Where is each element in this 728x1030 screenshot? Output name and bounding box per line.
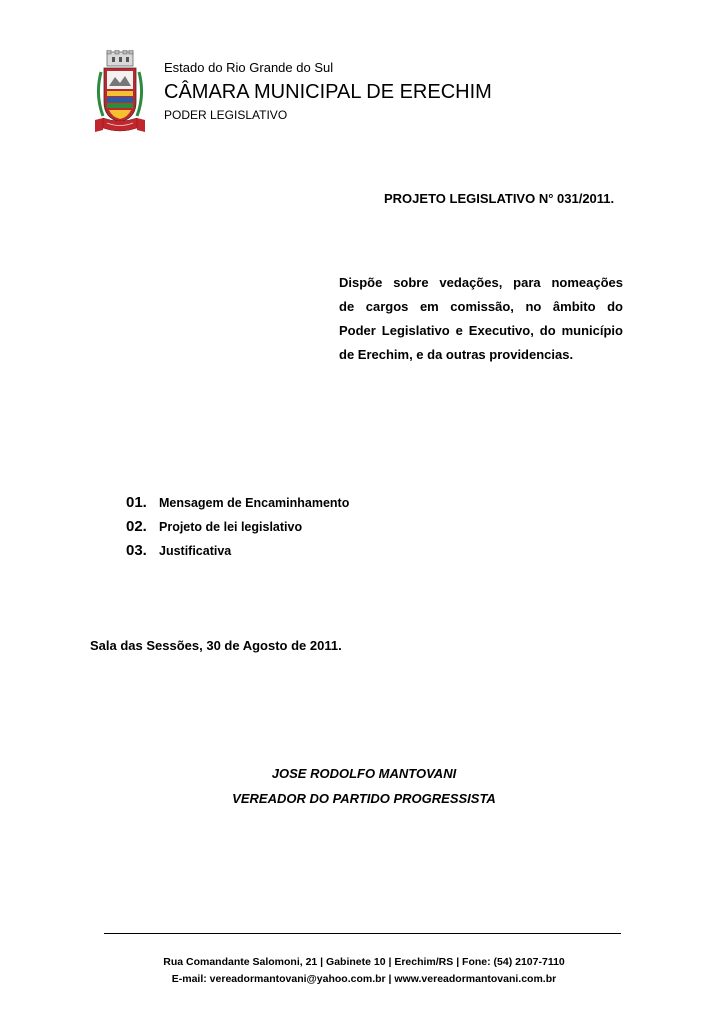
left-branch	[98, 72, 103, 116]
mural-crown	[107, 50, 133, 66]
footer-divider	[104, 933, 621, 934]
summary-line: Poder Legislativo e Executivo, do município	[339, 323, 623, 338]
summary-line: de cargos em comissão, no âmbito do	[339, 299, 623, 314]
contents-item-number: 02.	[126, 518, 147, 535]
contents-item-label: Projeto de lei legislativo	[159, 520, 303, 534]
state-name: Estado do Rio Grande do Sul	[164, 60, 334, 75]
contents-item-number: 03.	[126, 542, 147, 559]
contents-item	[126, 518, 349, 542]
footer-address: Rua Comandante Salomoni, 21 | Gabinete 10 | Erechim/RS | Fone: (54) 2107-7110	[163, 956, 565, 968]
legislative-power-label: PODER LEGISLATIVO	[164, 108, 288, 122]
footer-contact: E-mail: vereadormantovani@yahoo.com.br | www.vereadormantovani.com.br	[171, 973, 557, 985]
session-date: Sala das Sessões, 30 de Agosto de 2011.	[90, 638, 342, 653]
contents-list	[126, 494, 349, 566]
chamber-title: CÂMARA MUNICIPAL DE ERECHIM	[164, 81, 492, 103]
contents-item-label: Justificativa	[159, 544, 232, 558]
signatory-name: JOSE RODOLFO MANTOVANI	[271, 766, 457, 781]
municipal-coat-of-arms-icon	[95, 50, 145, 136]
project-number: PROJETO LEGISLATIVO N° 031/2011.	[384, 191, 615, 206]
right-branch	[137, 72, 142, 116]
summary-line: de Erechim, e da outras providencias.	[339, 347, 574, 362]
shield	[104, 68, 136, 122]
summary-line: Dispõe sobre vedações, para nomeações	[339, 275, 623, 290]
contents-item-number: 01.	[126, 494, 147, 511]
contents-item-label: Mensagem de Encaminhamento	[159, 496, 350, 510]
project-summary	[339, 271, 623, 367]
contents-item	[126, 542, 349, 566]
signatory-role: VEREADOR DO PARTIDO PROGRESSISTA	[232, 791, 496, 806]
contents-item	[126, 494, 349, 518]
